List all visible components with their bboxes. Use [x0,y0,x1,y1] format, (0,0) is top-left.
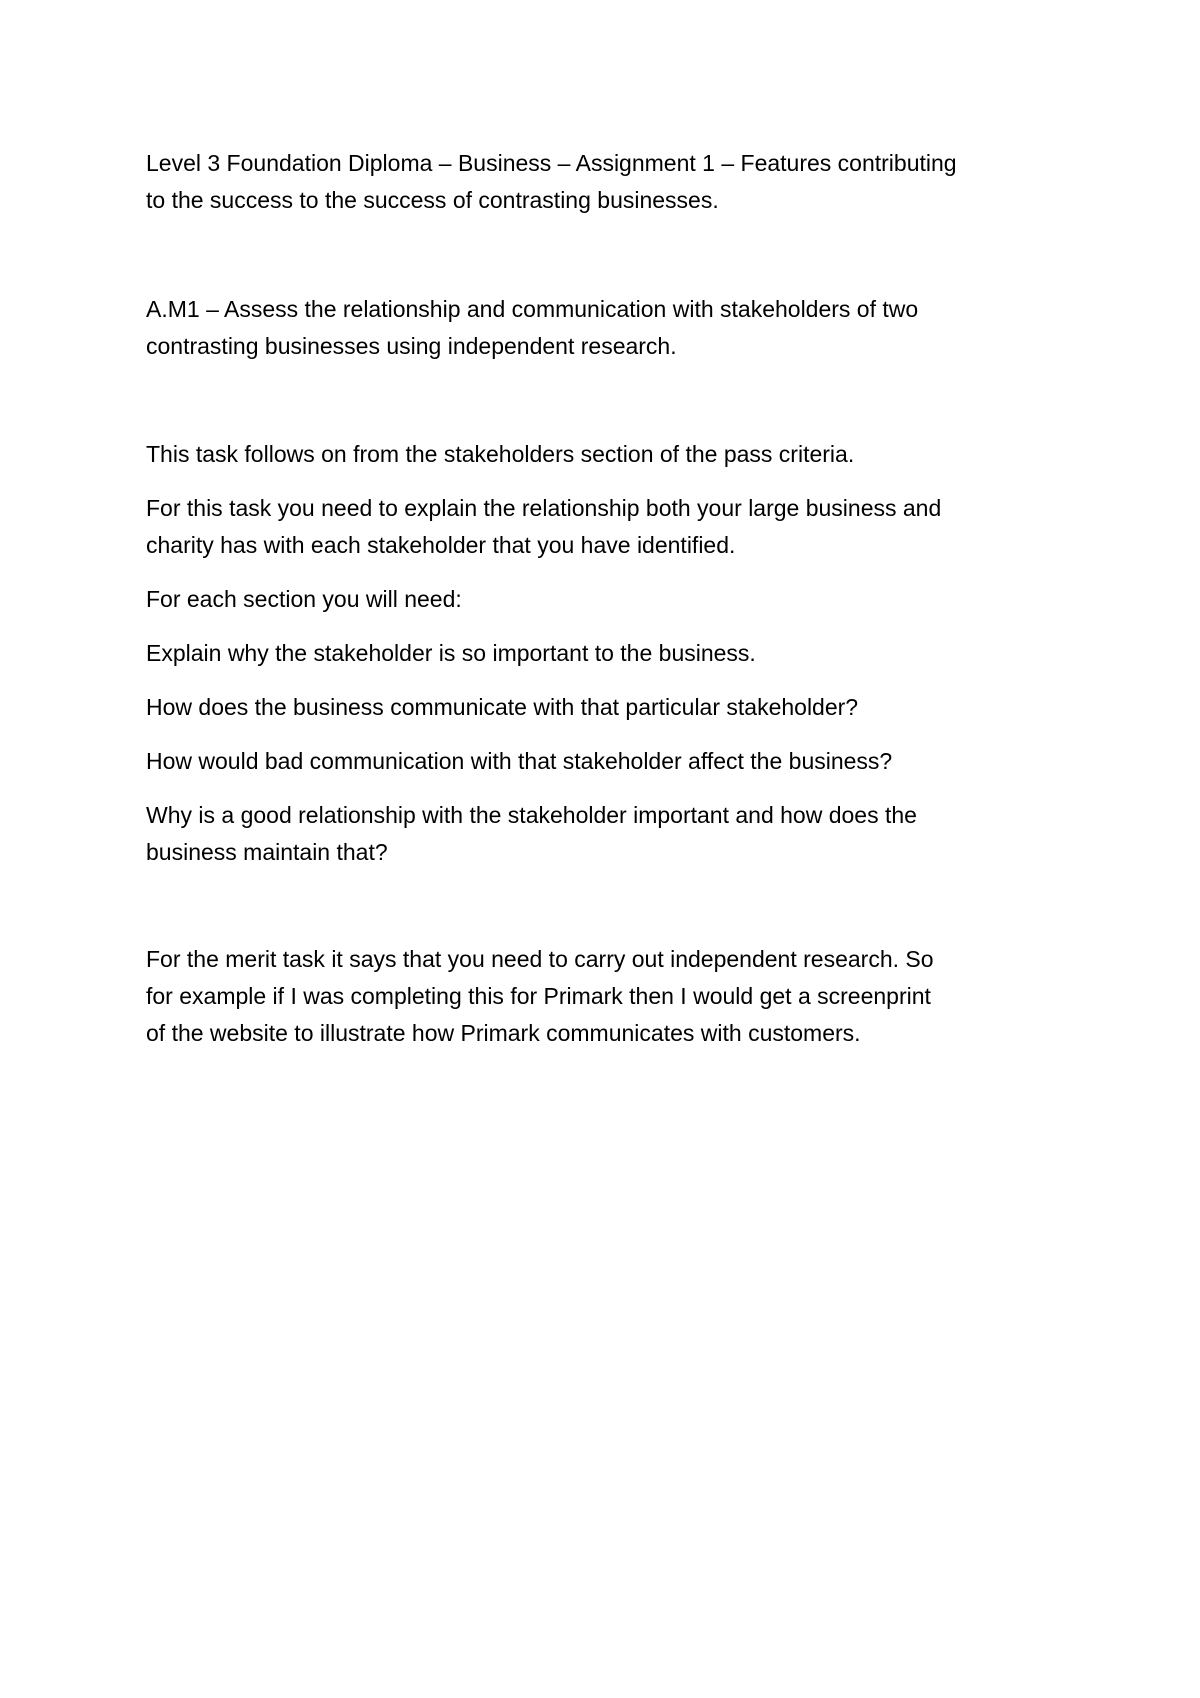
merit-line: of the website to illustrate how Primark communicates with customers. [146,1020,861,1046]
task-paragraph: How does the business communicate with that particular stakeholder? [146,694,859,720]
task-paragraph: charity has with each stakeholder that you have identified. [146,532,736,558]
task-paragraph: This task follows on from the stakeholders section of the pass criteria. [146,441,855,467]
criterion-heading [146,291,1086,365]
task-paragraph: How would bad communication with that stakeholder affect the business? [146,748,893,774]
title-line: to the success to the success of contrasting businesses. [146,187,719,213]
merit-line: For the merit task it says that you need to carry out independent research. So [146,946,934,972]
task-paragraph: For each section you will need: [146,586,462,612]
task-paragraph: Explain why the stakeholder is so important to the business. [146,640,756,666]
criterion-line: A.M1 – Assess the relationship and communication with stakeholders of two [146,296,919,322]
task-instructions [146,436,1086,871]
task-paragraph: For this task you need to explain the relationship both your large business and [146,495,942,521]
assignment-title [146,145,1086,219]
task-paragraph: Why is a good relationship with the stakeholder important and how does the [146,802,917,828]
task-paragraph: business maintain that? [146,839,388,865]
merit-note [146,941,1086,1052]
merit-line: for example if I was completing this for Primark then I would get a screenprint [146,983,931,1009]
criterion-line: contrasting businesses using independent research. [146,333,677,359]
title-line: Level 3 Foundation Diploma – Business – Assignment 1 – Features contributing [146,150,957,176]
